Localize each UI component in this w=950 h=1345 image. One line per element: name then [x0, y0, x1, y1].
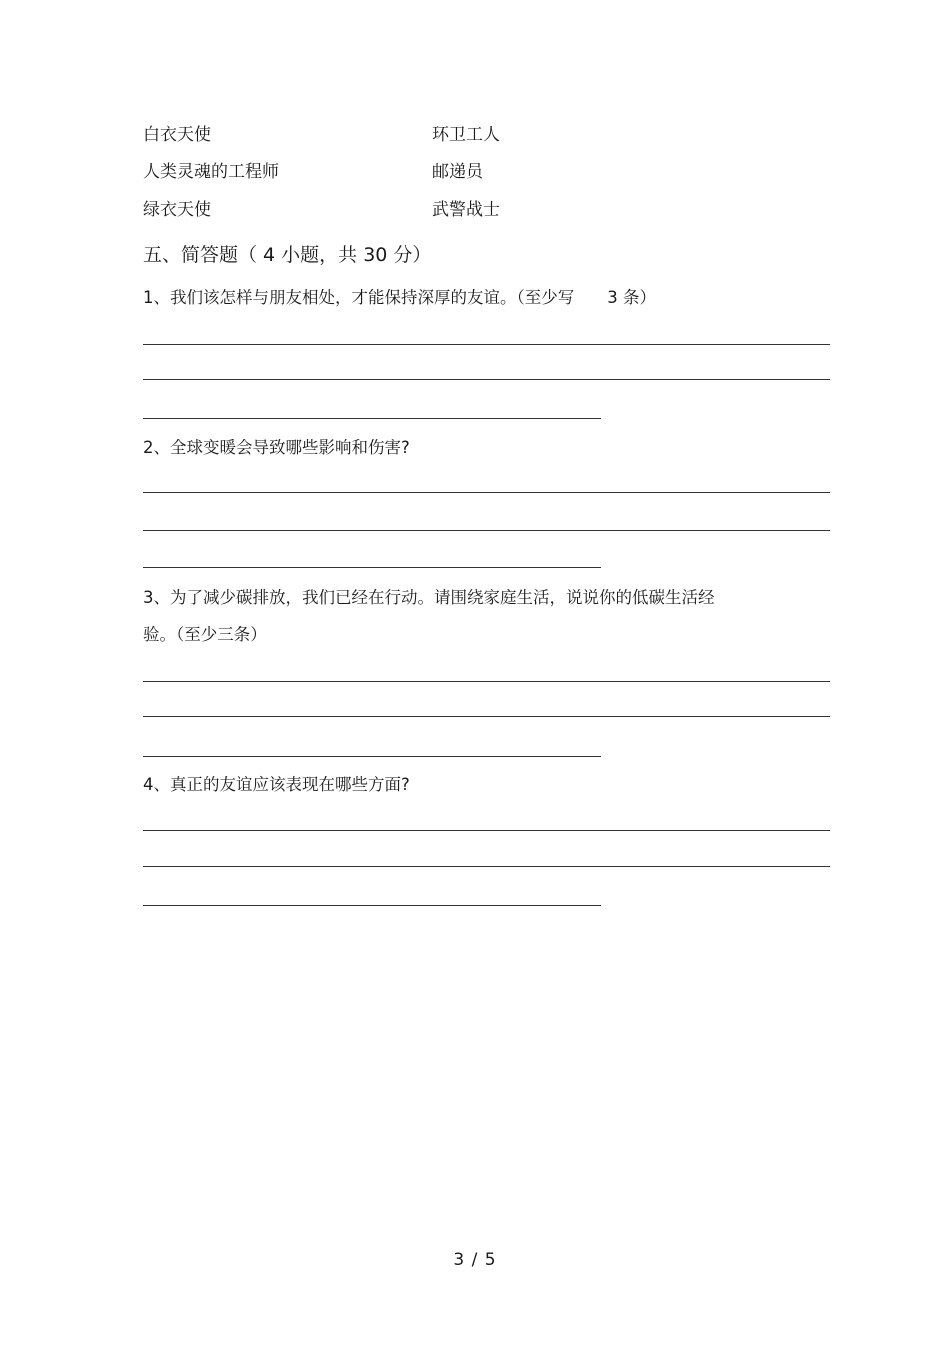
- match-right-item: 武警战士: [432, 200, 500, 220]
- answer-line: [143, 344, 830, 345]
- question-4: 4、真正的友谊应该表现在哪些方面?: [143, 775, 410, 794]
- answer-line: [143, 530, 830, 531]
- section-title: 五、简答题（ 4 小题，共 30 分）: [143, 244, 432, 266]
- answer-line: [143, 492, 830, 493]
- answer-line: [143, 830, 830, 831]
- question-3-line-2: 验。（至少三条）: [143, 625, 267, 644]
- match-left-item: 人类灵魂的工程师: [143, 162, 279, 182]
- answer-line: [143, 379, 830, 380]
- answer-line: [143, 756, 601, 757]
- match-right-item: 环卫工人: [432, 125, 500, 145]
- match-right-item: 邮递员: [432, 162, 483, 182]
- answer-line: [143, 905, 601, 906]
- question-3-line-1: 3、为了减少碳排放，我们已经在行动。请围绕家庭生活，说说你的低碳生活经: [143, 588, 715, 607]
- match-left-item: 白衣天使: [143, 125, 211, 145]
- question-1: 1、我们该怎样与朋友相处，才能保持深厚的友谊。（至少写 3 条）: [143, 288, 656, 307]
- answer-line: [143, 716, 830, 717]
- question-2: 2、全球变暖会导致哪些影响和伤害?: [143, 438, 410, 457]
- answer-line: [143, 418, 601, 419]
- answer-line: [143, 681, 830, 682]
- answer-line: [143, 567, 601, 568]
- answer-line: [143, 866, 830, 867]
- page-number: 3 / 5: [453, 1250, 497, 1270]
- match-left-item: 绿衣天使: [143, 200, 211, 220]
